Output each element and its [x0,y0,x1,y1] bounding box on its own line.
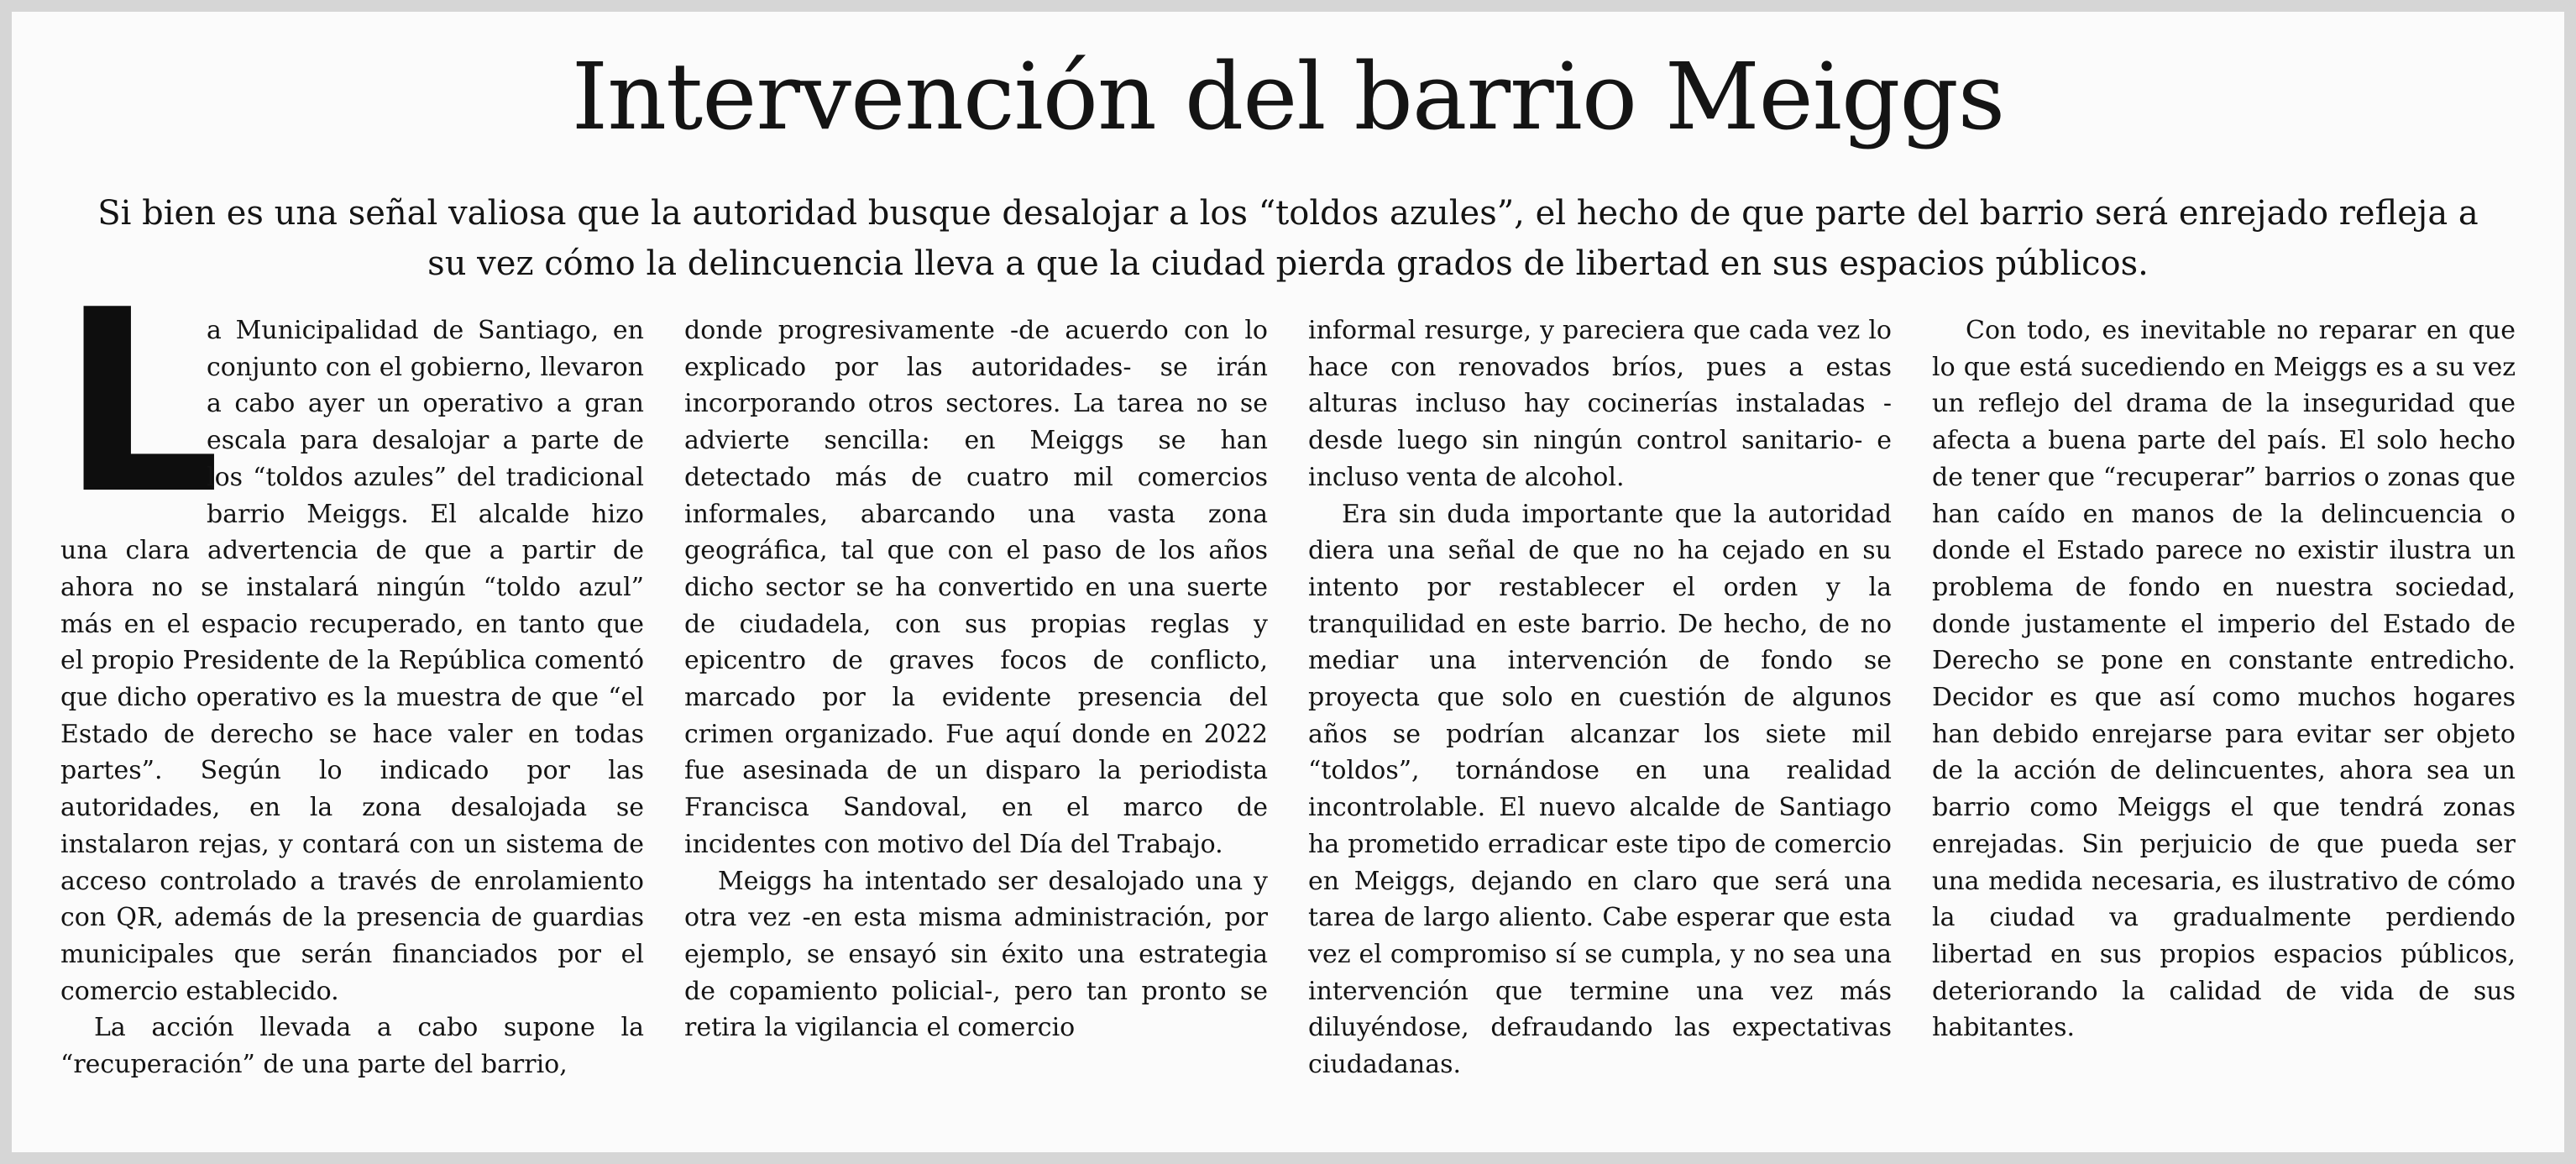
paragraph: Con todo, es inevitable no reparar en que lo que está sucediendo en Meiggs es a su vez un reflejo del drama de la inseguridad que afecta a buena parte del país. El solo hecho de tener que “recuperar” barrios o zonas que han caído en manos de la delincuencia o donde el Estado parece no existir ilustra un problema de fondo en nuestra sociedad, donde justamente el imperio del Estado de Derecho se pone en constante entredicho. Decidor es que así como muchos hogares han debido enrejarse para evitar ser objeto de la acción de delincuentes, ahora sea un barrio como Meiggs el que tendrá zonas enrejadas. Sin perjuicio de que pueda ser una medida necesaria, es ilustrativo de cómo la ciudad va gradualmente perdiendo libertad en sus propios espacios públicos, deteriorando la calidad de vida de sus habitantes. [1932,316,2516,1043]
paragraph-continued: informal resurge, y pareciera que cada vez lo hace con renovados bríos, pues a estas alturas incluso hay cocinerías instaladas -desde luego sin ningún control sanitario- e incluso venta de alcohol. [1308,316,1892,492]
column-3 [1308,312,1892,1144]
paragraph [60,256,644,1009]
drop-cap: L [60,256,222,549]
column-1 [60,256,644,1144]
column-4 [1932,312,2516,1144]
paragraph: Era sin duda importante que la autoridad diera una señal de que no ha cejado en su intento por restablecer el orden y la tranquilidad en este barrio. De hecho, de no mediar una intervención de fondo se proyecta que solo en cuestión de algunos años se podrían alcanzar los siete mil “toldos”, tornándose en una realidad incontrolable. El nuevo alcalde de Santiago ha prometido erradicar este tipo de comercio en Meiggs, dejando en claro que será una tarea de largo aliento. Cabe esperar que esta vez el compromiso sí se cumpla, y no sea una intervención que termine una vez más diluyéndose, defraudando las expectativas ciudadanas. [1308,499,1892,1080]
headline: Intervención del barrio Meiggs [571,43,2005,150]
paragraph: Meiggs ha intentado ser desalojado una y otra vez -en esta misma administración, por ejemplo, se ensayó sin éxito una estrategia de copamiento policial-, pero tan pronto se retira la vigilancia el comercio [684,866,1268,1043]
paragraph-continued: donde progresivamente -de acuerdo con lo explicado por las autoridades- se irán incorporando otros sectores. La tarea no se advierte sencilla: en Meiggs se han detectado más de cuatro mil comercios informales, abarcando una vasta zona geográfica, tal que con el paso de los años dicho sector se ha convertido en una suerte de ciudadela, con sus propias reglas y epicentro de graves focos de conflicto, marcado por la evidente presencia del crimen organizado. Fue aquí donde en 2022 fue asesinada de un disparo la periodista Francisca Sandoval, en el marco de incidentes con motivo del Día del Trabajo. [684,316,1268,859]
column-2 [684,312,1268,1144]
paragraph: La acción llevada a cabo supone la “recuperación” de una parte del barrio, [60,1013,644,1080]
deck-subtitle: Si bien es una señal valiosa que la autoridad busque desalojar a los “toldos azules”, el hecho de que parte del barrio será enrejado refleja a su vez cómo la delincuencia lleva a que la ciudad pierda grados de libertad en sus espacios públicos. [97,194,2479,283]
newspaper-page [12,12,2564,1152]
article-body [60,256,2516,1144]
paragraph-text: a Municipalidad de Santiago, en conjunto con el gobierno, llevaron a cabo ayer un operativo a gran escala para desalojar a parte de los “toldos azules” del tradicional barrio Meiggs. El alcalde hizo una clara advertencia de que a partir de ahora no se instalará ningún “toldo azul” más en el espacio recuperado, en tanto que el propio Presidente de la República comentó que dicho operativo es la muestra de que “el Estado de derecho se hace valer en todas partes”. Según lo indicado por las autoridades, en la zona desalojada se instalaron rejas, y contará con un sistema de acceso controlado a través de enrolamiento con QR, además de la presencia de guardias municipales que serán financiados por el comercio establecido. [60,316,644,1006]
